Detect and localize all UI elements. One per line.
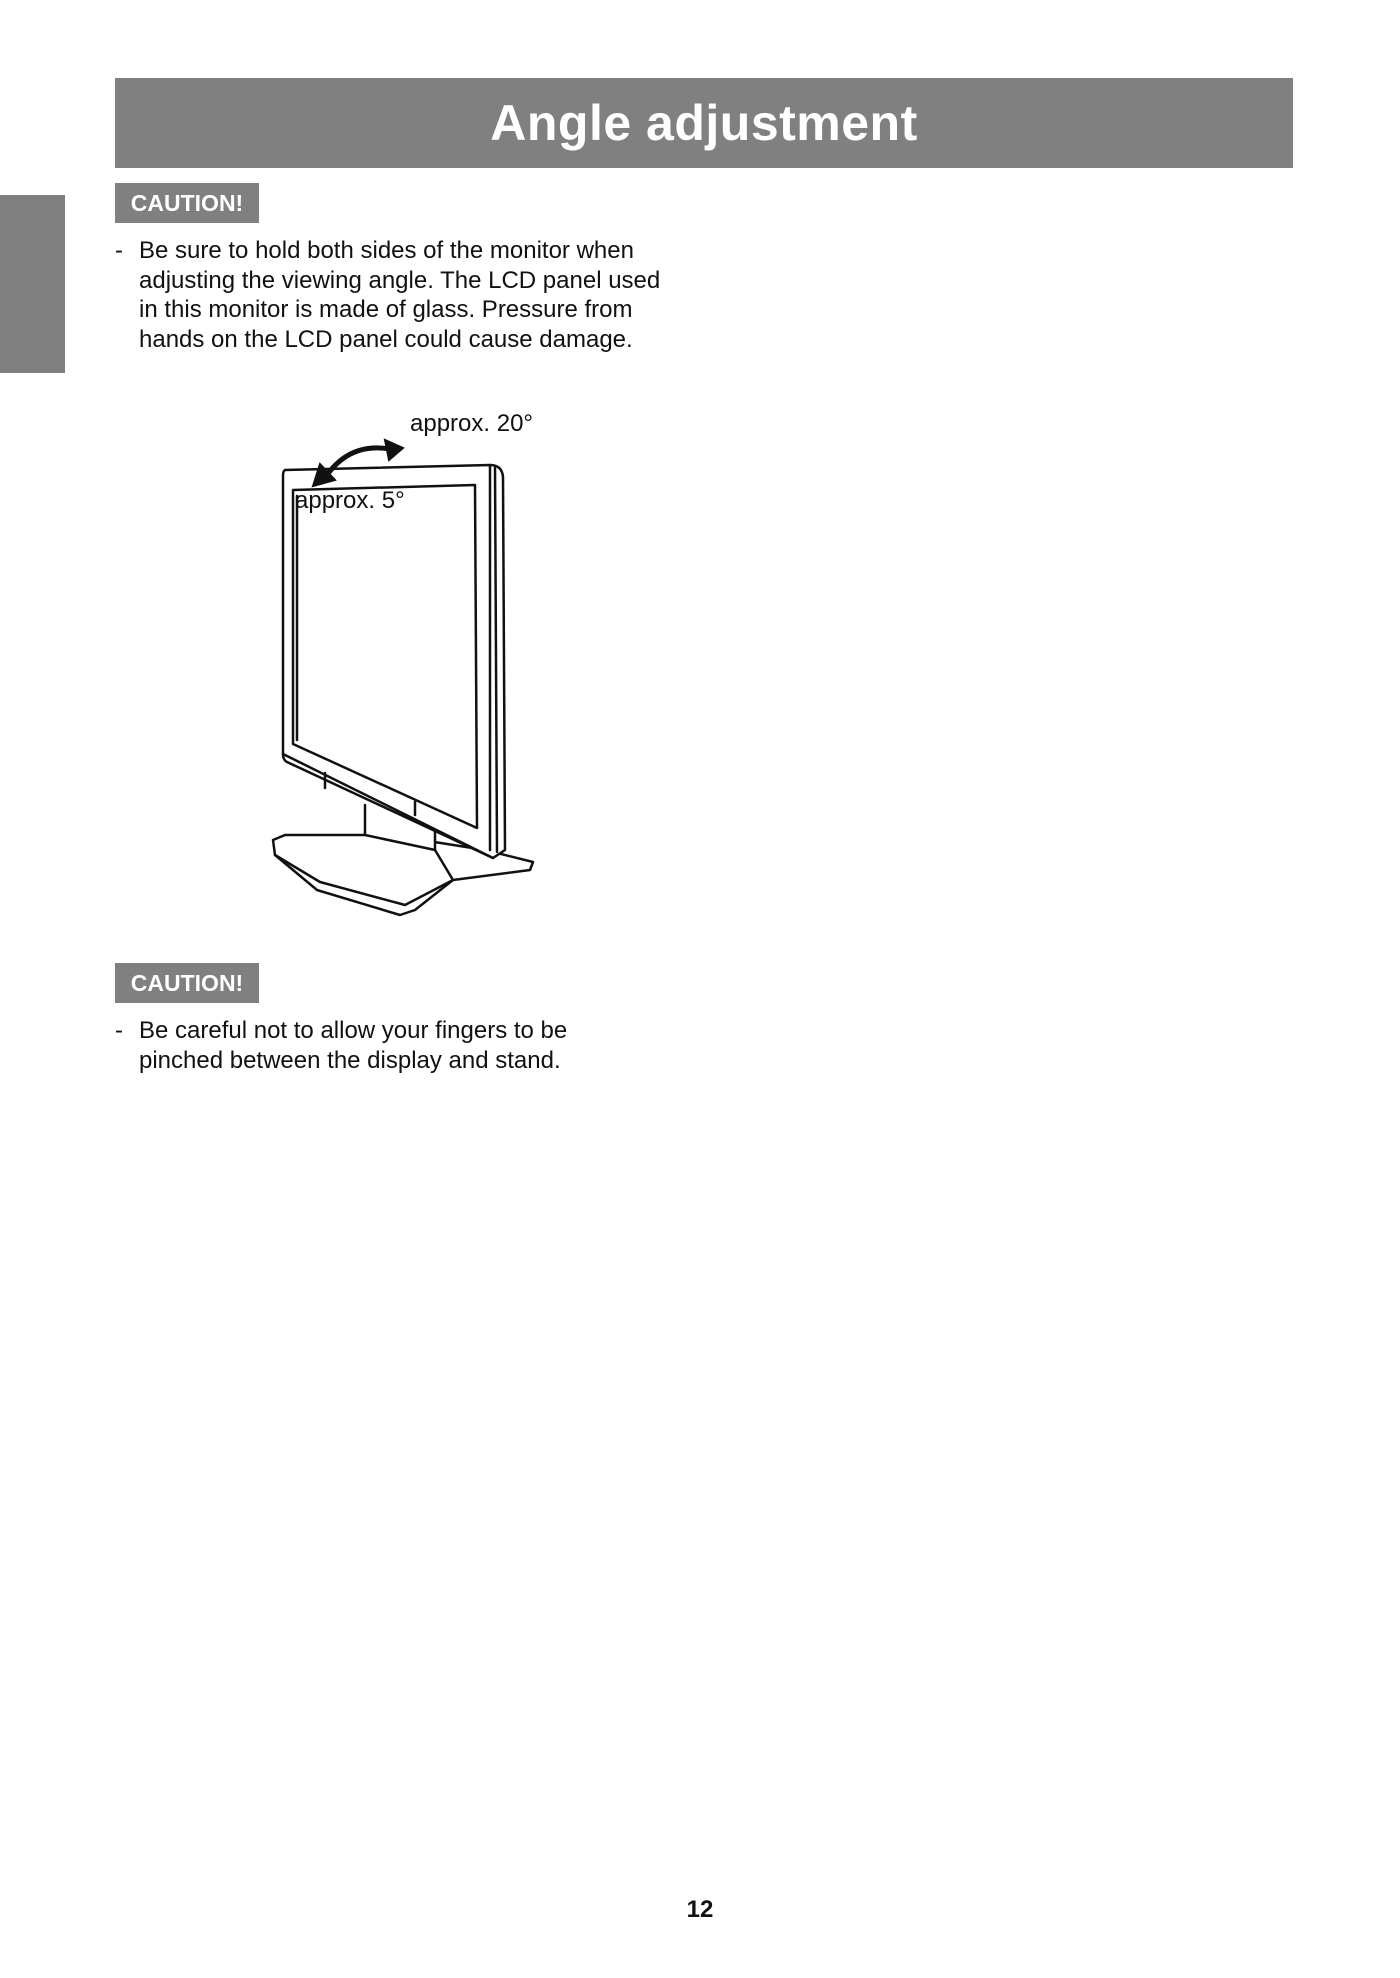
caution-paragraph-2: Be careful not to allow your fingers to be pinched between the display and stand. (139, 1017, 568, 1074)
bullet-dash: - (115, 1017, 123, 1044)
caution-text-1 (115, 236, 675, 354)
label-approx-5: approx. 5° (295, 487, 405, 514)
section-tab-marker (0, 195, 65, 373)
monitor-tilt-illustration (265, 410, 565, 930)
label-approx-20: approx. 20° (410, 410, 534, 437)
caution-badge-2: CAUTION! (115, 963, 259, 1003)
caution-text-2 (115, 1016, 615, 1075)
page-number: 12 (686, 1896, 714, 1923)
caution-paragraph-1: Be sure to hold both sides of the monitor when adjusting the viewing angle. The LCD panel used in this monitor is made of glass. Pressure from hands on the LCD panel could cause damage. (139, 237, 661, 353)
caution-badge-1: CAUTION! (115, 183, 259, 223)
page-title: Angle adjustment (115, 78, 1293, 168)
bullet-dash: - (115, 237, 123, 264)
